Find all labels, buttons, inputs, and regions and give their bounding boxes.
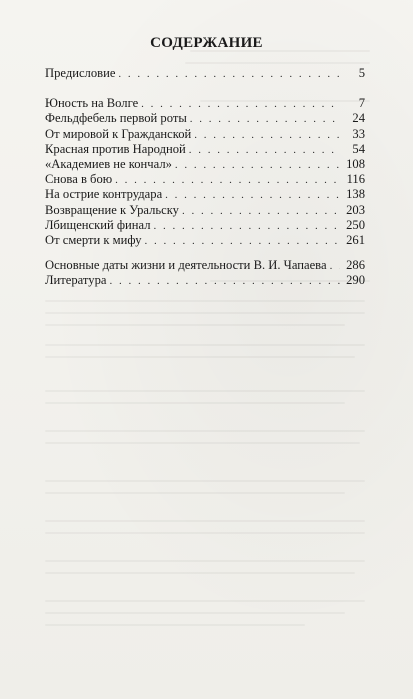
dot-leader bbox=[115, 173, 340, 188]
toc-entry-page: 138 bbox=[346, 187, 365, 202]
spacer bbox=[45, 248, 365, 258]
toc-entry[interactable] bbox=[45, 66, 365, 81]
toc-entry-title: Возвращение к Уральску bbox=[45, 202, 179, 217]
toc-entry-title: От мировой к Гражданской bbox=[45, 126, 192, 141]
dot-leader bbox=[175, 158, 340, 173]
toc-entry[interactable] bbox=[45, 203, 365, 218]
table-of-contents bbox=[45, 66, 365, 288]
toc-entry-title: От смерти к мифу bbox=[45, 232, 142, 247]
dot-leader bbox=[141, 97, 340, 112]
dot-leader bbox=[194, 128, 340, 143]
dot-leader bbox=[330, 259, 340, 274]
dot-leader bbox=[190, 112, 340, 127]
toc-entry-title: Предисловие bbox=[45, 66, 116, 80]
toc-entry-title: Основные даты жизни и деятельности В. И. Чапаева bbox=[45, 258, 327, 273]
page-title: СОДЕРЖАНИЕ bbox=[150, 35, 263, 51]
dot-leader bbox=[118, 67, 340, 82]
toc-entry[interactable] bbox=[45, 258, 365, 273]
toc-entry-page: 108 bbox=[346, 156, 365, 171]
toc-entry-page: 116 bbox=[346, 172, 365, 187]
dot-leader bbox=[145, 234, 340, 249]
toc-entry[interactable] bbox=[45, 218, 365, 233]
dot-leader bbox=[154, 219, 340, 234]
toc-entry-page: 203 bbox=[346, 202, 365, 217]
toc-entry[interactable] bbox=[45, 96, 365, 111]
toc-entry-title: Литература bbox=[45, 273, 107, 288]
dot-leader bbox=[182, 204, 340, 219]
toc-entry[interactable] bbox=[45, 273, 365, 288]
toc-entry-title: Фельдфебель первой роты bbox=[45, 111, 187, 126]
toc-entry-page: 54 bbox=[352, 141, 365, 156]
toc-entry[interactable] bbox=[45, 157, 365, 172]
toc-entry-page: 261 bbox=[346, 232, 365, 247]
toc-entry-page: 33 bbox=[352, 126, 365, 141]
toc-entry-page: 286 bbox=[346, 258, 365, 273]
toc-entry-title: На острие контрудара bbox=[45, 187, 163, 202]
dot-leader bbox=[165, 188, 340, 203]
toc-entry-title: Юность на Волге bbox=[45, 96, 139, 111]
toc-entry[interactable] bbox=[45, 233, 365, 248]
toc-entry-title: Снова в бою bbox=[45, 172, 113, 187]
toc-entry[interactable] bbox=[45, 127, 365, 142]
toc-entry[interactable] bbox=[45, 142, 365, 157]
dot-leader bbox=[109, 274, 340, 289]
toc-entry[interactable] bbox=[45, 111, 365, 126]
toc-entry-title: Лбищенский финал bbox=[45, 217, 151, 232]
toc-entry-page: 24 bbox=[352, 111, 365, 126]
toc-entry[interactable] bbox=[45, 187, 365, 202]
toc-entry-title: «Академиев не кончал» bbox=[45, 156, 172, 171]
toc-entry-page: 290 bbox=[346, 273, 365, 288]
toc-entry-page: 5 bbox=[358, 66, 365, 80]
toc-entry[interactable] bbox=[45, 172, 365, 187]
dot-leader bbox=[189, 143, 340, 158]
toc-entry-page: 7 bbox=[358, 96, 365, 111]
spacer bbox=[45, 81, 365, 96]
toc-entry-page: 250 bbox=[346, 217, 365, 232]
toc-entry-title: Красная против Народной bbox=[45, 141, 186, 156]
